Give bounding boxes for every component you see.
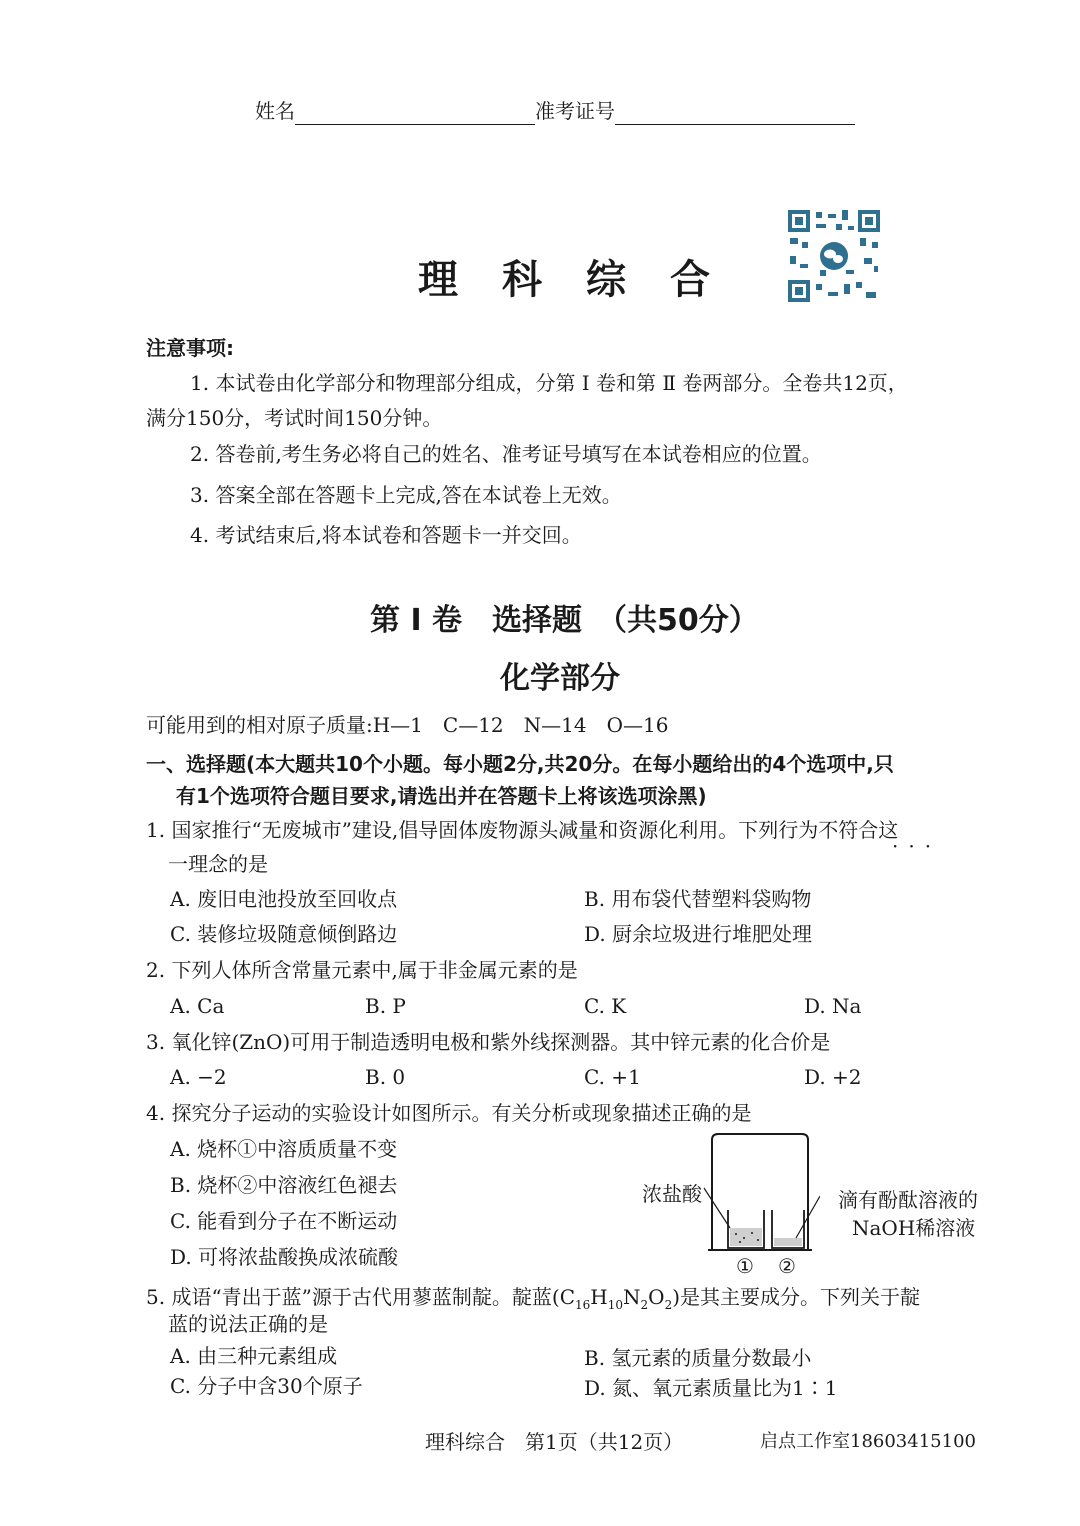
q4-option-d[interactable]: D. 可将浓盐酸换成浓硫酸 bbox=[170, 1245, 399, 1269]
q4-beaker-1-label: ① bbox=[736, 1254, 754, 1278]
part-heading-line-1: 一、选择题(本大题共10个小题。每小题2分,共20分。在每小题给出的4个选项中,只 bbox=[146, 752, 894, 776]
part-heading-line-2: 有1个选项符合题目要求,请选出并在答题卡上将该选项涂黑) bbox=[176, 784, 707, 808]
section-subtitle: 化学部分 bbox=[500, 661, 620, 696]
q3-stem: 3. 氧化锌(ZnO)可用于制造透明电极和紫外线探测器。其中锌元素的化合价是 bbox=[146, 1030, 831, 1054]
q2-stem: 2. 下列人体所含常量元素中,属于非金属元素的是 bbox=[146, 958, 578, 982]
notice-item-1-line-1: 1. 本试卷由化学部分和物理部分组成，分第 Ⅰ 卷和第 Ⅱ 卷两部分。全卷共12页， bbox=[190, 371, 908, 395]
qr-code-icon bbox=[786, 208, 882, 304]
name-label: 姓名 bbox=[255, 99, 295, 123]
q4-apparatus-figure bbox=[700, 1130, 820, 1254]
q5-option-a[interactable]: A. 由三种元素组成 bbox=[170, 1344, 338, 1368]
q3-option-b[interactable]: B. 0 bbox=[365, 1065, 406, 1089]
q5-option-b[interactable]: B. 氢元素的质量分数最小 bbox=[584, 1346, 812, 1370]
q4-label-phenolphthalein-line-2: NaOH稀溶液 bbox=[852, 1216, 976, 1240]
q2-option-b[interactable]: B. P bbox=[365, 994, 406, 1018]
exam-id-label: 准考证号 bbox=[535, 99, 615, 123]
q2-option-a[interactable]: A. Ca bbox=[170, 994, 225, 1018]
q5-stem-line-2: 蓝的说法正确的是 bbox=[168, 1312, 328, 1336]
q5-stem-line-1: 5. 成语“青出于蓝”源于古代用蓼蓝制靛。靛蓝$(C_{16}H_{10}N_2O_2)$是其主要成分。下列关于靛 bbox=[146, 1285, 921, 1312]
page-title: 理科综合 bbox=[418, 257, 754, 303]
q4-beaker-2-label: ② bbox=[778, 1254, 796, 1278]
header-row bbox=[255, 97, 855, 125]
notice-heading: 注意事项: bbox=[146, 336, 234, 360]
notice-item-4: 4. 考试结束后,将本试卷和答题卡一并交回。 bbox=[190, 523, 582, 547]
q1-option-d[interactable]: D. 厨余垃圾进行堆肥处理 bbox=[584, 922, 813, 946]
notice-item-1-line-2: 满分150分，考试时间150分钟。 bbox=[146, 406, 443, 430]
q1-emphasis-dots: ··· bbox=[892, 834, 942, 858]
q1-option-c[interactable]: C. 装修垃圾随意倾倒路边 bbox=[170, 922, 398, 946]
section-title: 第 Ⅰ 卷 选择题 （共50分） bbox=[370, 603, 759, 638]
q5-option-d[interactable]: D. 氮、氧元素质量比为1∶1 bbox=[584, 1376, 838, 1400]
exam-id-field[interactable] bbox=[615, 102, 855, 125]
q5-option-c[interactable]: C. 分子中含30个原子 bbox=[170, 1374, 363, 1398]
q1-stem-line-1: 1. 国家推行“无废城市”建设,倡导固体废物源头减量和资源化利用。下列行为不符合这 bbox=[146, 818, 899, 842]
q4-option-c[interactable]: C. 能看到分子在不断运动 bbox=[170, 1209, 398, 1233]
q2-option-c[interactable]: C. K bbox=[584, 994, 627, 1018]
q2-option-d[interactable]: D. Na bbox=[804, 994, 862, 1018]
q3-option-c[interactable]: C. +1 bbox=[584, 1065, 641, 1089]
q4-stem: 4. 探究分子运动的实验设计如图所示。有关分析或现象描述正确的是 bbox=[146, 1101, 752, 1125]
q4-option-b[interactable]: B. 烧杯②中溶液红色褪去 bbox=[170, 1173, 398, 1197]
q4-label-phenolphthalein-line-1: 滴有酚酞溶液的 bbox=[838, 1188, 978, 1212]
q1-stem-line-2: 一理念的是 bbox=[168, 852, 268, 876]
atomic-masses: 可能用到的相对原子质量:H—1 C—12 N—14 O—16 bbox=[146, 713, 669, 737]
q1-option-a[interactable]: A. 废旧电池投放至回收点 bbox=[170, 887, 398, 911]
q4-label-hydrochloric-acid: 浓盐酸 bbox=[642, 1182, 702, 1206]
q4-option-a[interactable]: A. 烧杯①中溶质质量不变 bbox=[170, 1137, 398, 1161]
notice-item-3: 3. 答案全部在答题卡上完成,答在本试卷上无效。 bbox=[190, 483, 622, 507]
name-field[interactable] bbox=[295, 102, 535, 125]
q3-option-d[interactable]: D. +2 bbox=[804, 1065, 862, 1089]
footer-studio: 启点工作室18603415100 bbox=[760, 1431, 976, 1452]
notice-item-2: 2. 答卷前,考生务必将自己的姓名、准考证号填写在本试卷相应的位置。 bbox=[190, 442, 822, 466]
footer-page-info: 理科综合 第1页（共12页） bbox=[425, 1430, 684, 1454]
q3-option-a[interactable]: A. −2 bbox=[170, 1065, 227, 1089]
q1-option-b[interactable]: B. 用布袋代替塑料袋购物 bbox=[584, 887, 812, 911]
